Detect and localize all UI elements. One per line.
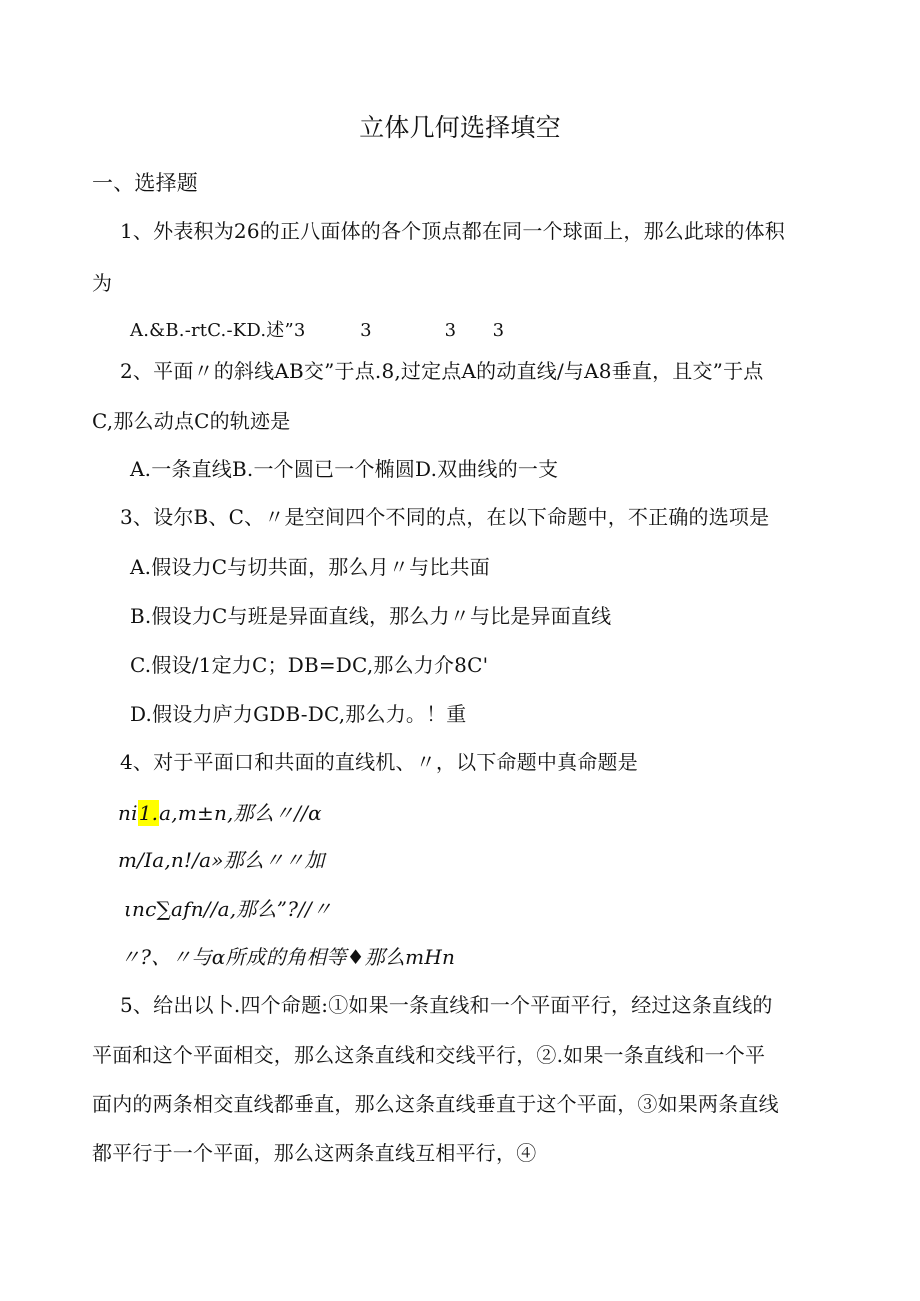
question-4-option-3: ιnc∑afn//a,那么”?//〃	[124, 897, 333, 921]
question-4-option-1-suffix: a,m±n,那么〃//α	[159, 801, 322, 825]
question-3-option-c: C.假设/1定力C；DB=DC,那么力介8C'	[130, 653, 489, 677]
question-5-line-2: 平面和这个平面相交，那么这条直线和交线平行，②.如果一条直线和一个平	[92, 1043, 766, 1067]
question-1-line-1: 1、外表积为26的正八面体的各个顶点都在同一个球面上，那么此球的体积	[120, 219, 785, 243]
question-4-option-1-prefix: ni	[118, 801, 138, 825]
question-5-line-1: 5、给出以卜.四个命题:①如果一条直线和一个平面平行，经过这条直线的	[120, 993, 773, 1017]
question-5-line-4: 都平行于一个平面，那么这两条直线互相平行，④	[92, 1141, 537, 1165]
highlighted-text: 1.	[138, 801, 159, 825]
question-4-option-1	[118, 800, 322, 826]
question-2-line-1: 2、平面〃的斜线AB交”于点.8,过定点A的动直线/与A8垂直，且交”于点	[120, 359, 764, 383]
question-4-option-2: m/Ia,n!/a»那么〃〃加	[118, 848, 325, 872]
question-3-stem: 3、设尔B、C、〃是空间四个不同的点，在以下命题中，不正确的选项是	[120, 505, 770, 529]
question-4-option-4: 〃?、〃与α所成的角相等♦那么mHn	[120, 945, 456, 969]
question-3-option-b: B.假设力C与班是异面直线，那么力〃与比是异面直线	[130, 604, 612, 628]
question-5-line-3: 面内的两条相交直线都垂直，那么这条直线垂直于这个平面，③如果两条直线	[92, 1092, 779, 1116]
question-1-options: A.&B.-rtC.-KD.述”3 3 3 3	[130, 320, 505, 341]
question-2-line-2: C,那么动点C的轨迹是	[92, 409, 291, 433]
question-3-option-a: A.假设力C与切共面，那么月〃与比共面	[130, 555, 490, 579]
question-4-stem: 4、对于平面口和共面的直线机、〃，以下命题中真命题是	[120, 750, 638, 774]
question-3-option-d: D.假设力庐力GDB-DC,那么力。！重	[130, 702, 467, 726]
question-1-line-2: 为	[92, 271, 113, 295]
question-2-options: A.一条直线B.一个圆已一个椭圆D.双曲线的一支	[130, 457, 559, 481]
page-title: 立体几何选择填空	[359, 113, 561, 142]
section-heading: 一、选择题	[92, 171, 198, 195]
